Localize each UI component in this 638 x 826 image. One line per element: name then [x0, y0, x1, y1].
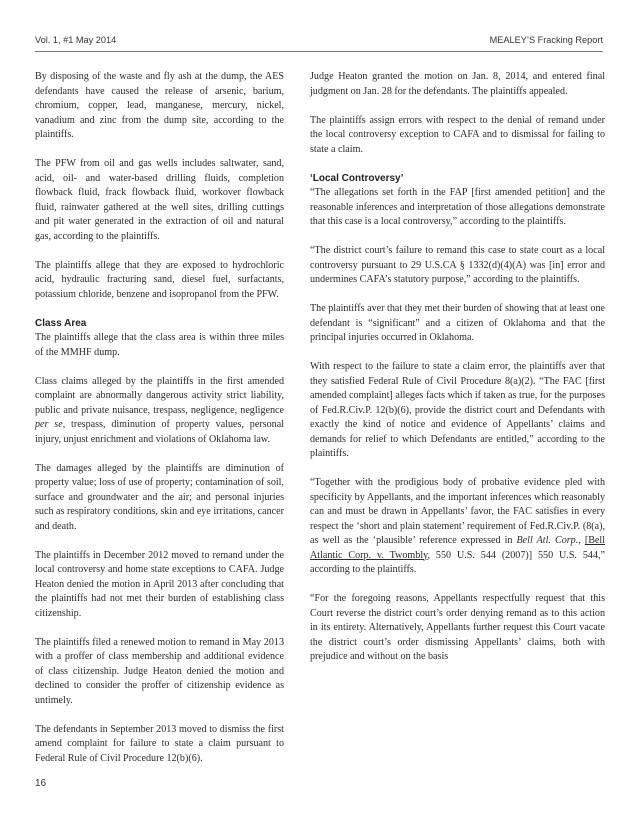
section-heading-local-controversy: ‘Local Controversy’	[310, 172, 404, 184]
paragraph: The damages alleged by the plaintiffs are diminution of property value; loss of use of property; contamination of soil, surface and groundwater and the air; and personal injuries such as respiratory conditions, skin and eye irritations, cancer and death.	[35, 462, 284, 532]
case-citation-link[interactable]: [Bell Atlantic Corp. v. Twombly	[310, 535, 606, 561]
paragraph: “For the foregoing reasons, Appellants respectfully request that this Court reverse the district court’s order denying remand as to this action in its entirety. Alternatively, Appellants further request this Court vacate the district court’s order dismissing Appellants’ claims, both with prejudice and without on the basis	[310, 593, 605, 662]
paragraph	[310, 476, 605, 578]
header-rule	[35, 51, 603, 52]
paragraph: The plaintiffs aver that they met their burden of showing that at least one defendant is “significant” and a citizen of Oklahoma and that the principal injuries occurred in Oklahoma.	[310, 303, 605, 343]
paragraph: “The allegations set forth in the FAP [first amended petition] and the reasonable inferences and interpretation of those allegations demonstrate that this case is a local controversy,” according to the plaintiffs.	[310, 187, 605, 227]
text-run: , trespass, diminution of property values, personal injury, unjust enrichment and violations of Oklahoma law.	[35, 419, 284, 445]
italic-text: per se	[35, 419, 63, 430]
paragraph: The plaintiffs filed a renewed motion to remand in May 2013 with a proffer of class membership and additional evidence of class citizenship. Judge Heaton denied the motion and declined to consider the proffer of citizenship evidence as untimely.	[35, 636, 284, 706]
paragraph: “The district court’s failure to remand this case to state court as a local controversy pursuant to 29 U.S.CA § 1332(d)(4)(A) was [in] error and undermines CAFA’s statutory purpose,” according to the plaintiffs.	[310, 245, 605, 285]
publication-title: MEALEY’S Fracking Report	[489, 35, 603, 45]
paragraph: The plaintiffs assign errors with respect to the denial of remand under the local controversy exception to CAFA and to dismissal for failing to state a claim.	[310, 114, 605, 155]
issue-info: Vol. 1, #1 May 2014	[35, 35, 117, 45]
case-citation-italic: Bell Atl. Corp.	[516, 535, 579, 546]
text-run: Class claims alleged by the plaintiffs in the first amended complaint are abnormally dangerous activity strict liability, public and private nuisance, trespass, negligence, negligence	[35, 375, 284, 416]
paragraph: The plaintiffs allege that the class area is within three miles of the MMHF dump.	[35, 332, 284, 358]
paragraph: The defendants in September 2013 moved to dismiss the first amend complaint for failure to state a claim pursuant to Federal Rule of Civil Procedure 12(b)(6).	[35, 723, 284, 764]
paragraph: The PFW from oil and gas wells includes saltwater, sand, acid, oil- and water-based drilling fluids, completion flowback fluid, frack flowback fluid, workover flowback fluid, rainwater gathered at the well sites, drilling cuttings and pit water generated in the extraction of oil and natural gas, according to the plaintiffs.	[35, 158, 284, 242]
paragraph	[35, 375, 284, 448]
page-number: 16	[35, 778, 47, 789]
right-column	[310, 70, 605, 679]
paragraph: With respect to the failure to state a claim error, the plaintiffs aver that they satisfied Federal Rule of Civil Procedure 8(a)(2). “The FAC [first amended complaint] alleges facts which if taken as true, for the purposes of Fed.R.Civ.P. 12(b)(6), provide the district court and Defendants with exactly the kind of notice and evidence of Appellants’ claims and demands for relief to which Defendants are entitled,” according to the plaintiffs.	[310, 361, 605, 459]
paragraph: The plaintiffs allege that they are exposed to hydrochloric acid, hydraulic fracturing sand, diesel fuel, surfactants, potassium chloride, benzene and isopropanol from the PFW.	[35, 259, 284, 300]
paragraph: By disposing of the waste and fly ash at the dump, the AES defendants have caused the release of arsenic, barium, chromium, copper, lead, manganese, mercury, nickel, vanadium and zinc from the dump site, according to the plaintiffs.	[35, 71, 284, 140]
left-column	[35, 70, 284, 781]
running-header	[35, 35, 603, 49]
paragraph: The plaintiffs in December 2012 moved to remand under the local controversy and home state exceptions to CAFA. Judge Heaton denied the motion in April 2013 after concluding that the plaintiffs had not met their burden of establishing class citizenship.	[35, 549, 284, 619]
paragraph: Judge Heaton granted the motion on Jan. 8, 2014, and entered final judgment on Jan. 28 for the defendants. The plaintiffs appealed.	[310, 71, 605, 97]
text-run: , 550 U.S. 544 (2007)] 550 U.S. 544,” according to the plaintiffs.	[310, 549, 605, 575]
text-run: ,	[578, 535, 585, 546]
text-run: “Together with the prodigious body of probative evidence pled with specificity by Appellants, and the important inferences which reasonably can and must be drawn in Appellants’ favor, the FAC satisfies in every respect the ‘short and plain statement’ requirement of Fed.R.Civ.P. (8(a), as well as the ‘plausible’ reference expressed in	[310, 477, 605, 546]
section-heading-class-area: Class Area	[35, 317, 87, 329]
